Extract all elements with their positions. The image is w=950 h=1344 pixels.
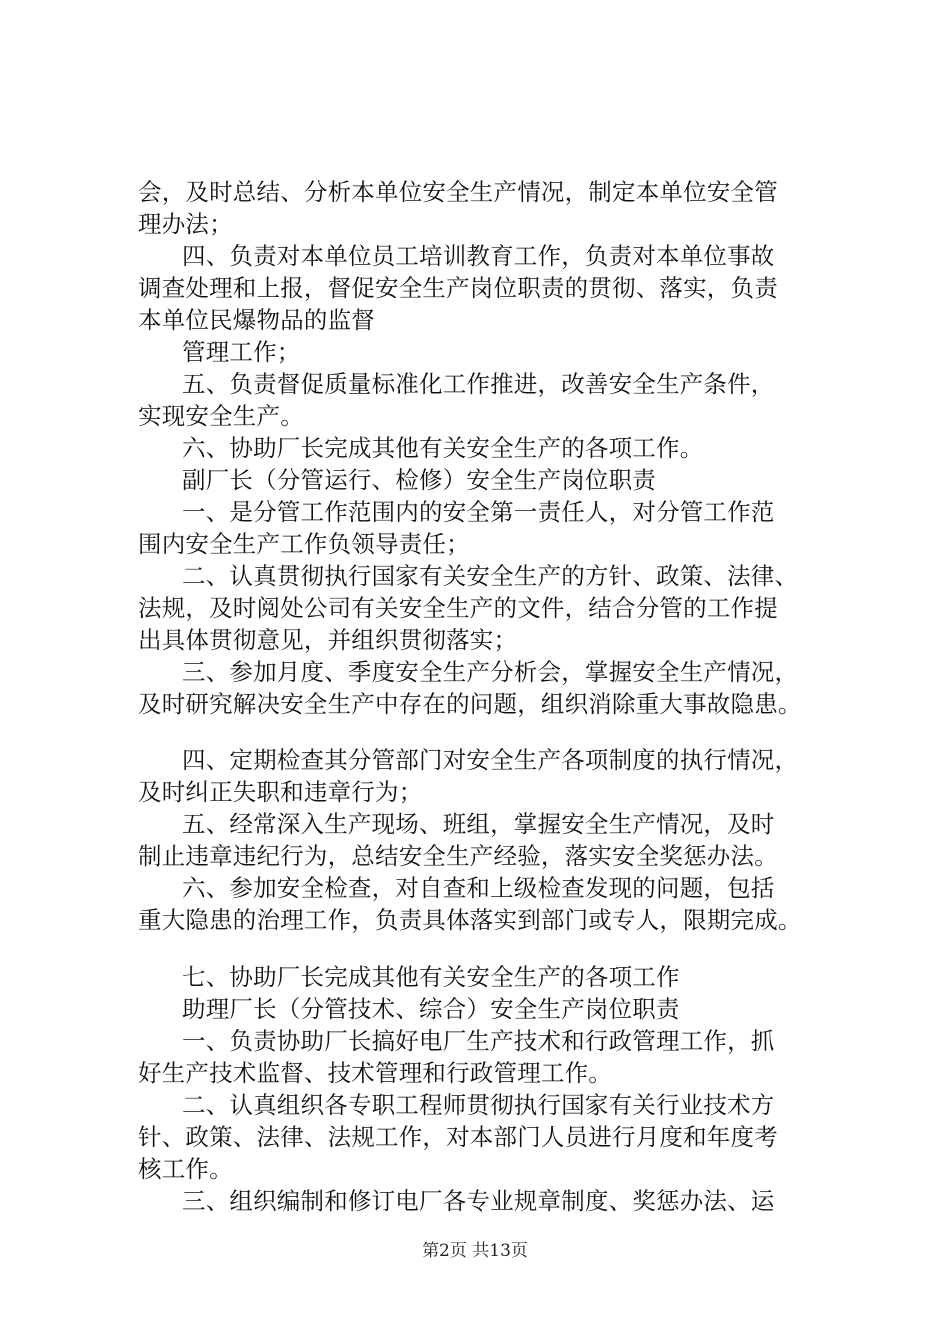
text-line: 法规，及时阅处公司有关安全生产的文件，结合分管的工作提: [138, 594, 778, 622]
text-line: 一、负责协助厂长搞好电厂生产技术和行政管理工作，抓: [182, 1027, 775, 1055]
text-line: 核工作。: [138, 1155, 233, 1183]
text-line: 三、组织编制和修订电厂各专业规章制度、奖惩办法、运: [182, 1187, 775, 1215]
text-line: 调查处理和上报，督促安全生产岗位职责的贯彻、落实，负责: [138, 274, 778, 302]
text-line: 五、负责督促质量标准化工作推进，改善安全生产条件，: [182, 370, 775, 398]
section-heading: 助理厂长（分管技术、综合）安全生产岗位职责: [182, 995, 680, 1023]
text-line: 出具体贯彻意见，并组织贯彻落实；: [138, 626, 518, 654]
text-line: 三、参加月度、季度安全生产分析会，掌握安全生产情况，: [182, 658, 799, 686]
text-line: 二、认真贯彻执行国家有关安全生产的方针、政策、法律、: [182, 562, 799, 590]
text-line: 重大隐患的治理工作，负责具体落实到部门或专人，限期完成。: [138, 906, 802, 934]
text-line: 实现安全生产。: [138, 402, 304, 430]
text-line: 及时纠正失职和违章行为；: [138, 778, 423, 806]
text-line: 四、定期检查其分管部门对安全生产各项制度的执行情况，: [182, 746, 799, 774]
text-line: 及时研究解决安全生产中存在的问题，组织消除重大事故隐患。: [138, 690, 802, 718]
text-line: 本单位民爆物品的监督: [138, 306, 375, 334]
text-line: 二、认真组织各专职工程师贯彻执行国家有关行业技术方: [182, 1091, 775, 1119]
text-line: 理办法；: [138, 210, 233, 238]
section-heading: 副厂长（分管运行、检修）安全生产岗位职责: [182, 466, 656, 494]
text-line: 围内安全生产工作负领导责任；: [138, 530, 470, 558]
text-line: 制止违章违纪行为，总结安全生产经验，落实安全奖惩办法。: [138, 842, 778, 870]
text-line: 七、协助厂长完成其他有关安全生产的各项工作: [182, 963, 680, 991]
text-line: 六、参加安全检查，对自查和上级检查发现的问题，包括: [182, 874, 775, 902]
text-line: 好生产技术监督、技术管理和行政管理工作。: [138, 1059, 612, 1087]
text-line: 管理工作；: [182, 338, 301, 366]
page-number-footer: 第2页 共13页: [422, 1241, 528, 1261]
text-line: 五、经常深入生产现场、班组，掌握安全生产情况，及时: [182, 810, 775, 838]
text-line: 针、政策、法律、法规工作，对本部门人员进行月度和年度考: [138, 1123, 778, 1151]
text-line: 四、负责对本单位员工培训教育工作，负责对本单位事故: [182, 242, 775, 270]
text-line: 会，及时总结、分析本单位安全生产情况，制定本单位安全管: [138, 178, 778, 206]
text-line: 六、协助厂长完成其他有关安全生产的各项工作。: [182, 434, 704, 462]
text-line: 一、是分管工作范围内的安全第一责任人，对分管工作范: [182, 498, 775, 526]
